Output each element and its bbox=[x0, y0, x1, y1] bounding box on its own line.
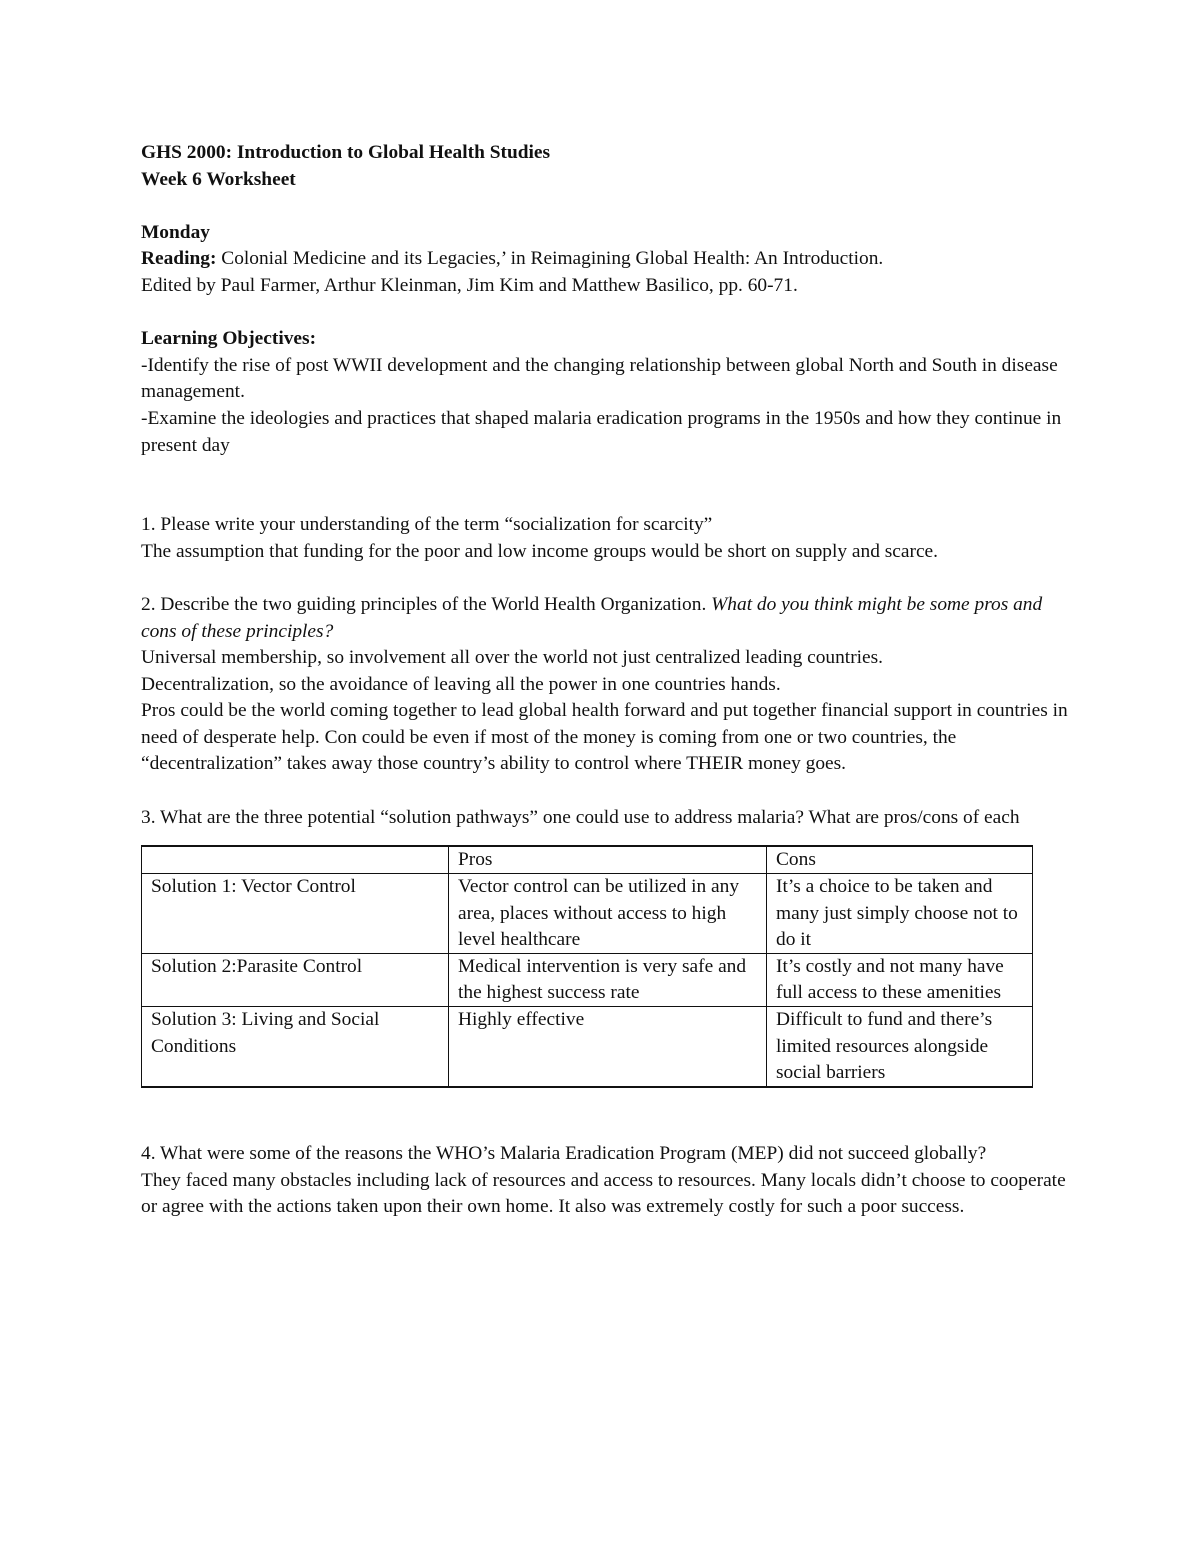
reading-label: Reading: bbox=[141, 248, 217, 270]
reading-line-1 bbox=[141, 246, 1071, 273]
question-2-prompt-text: 2. Describe the two guiding principles of the World Health Organization. bbox=[141, 593, 712, 615]
question-2-prompt-italic: What do you think might be some pros and cons of these principles? bbox=[141, 593, 1043, 642]
question-2-answer-line: Decentralization, so the avoidance of leaving all the power in one countries hands. bbox=[141, 673, 781, 695]
cons-cell: Difficult to fund and there’s limited resources alongside social barriers bbox=[767, 1007, 1033, 1087]
table-row bbox=[142, 1007, 1033, 1087]
solution-cell: Solution 1: Vector Control bbox=[142, 874, 449, 954]
cons-cell: It’s costly and not many have full access to these amenities bbox=[767, 954, 1033, 1007]
worksheet-title: Week 6 Worksheet bbox=[141, 168, 296, 190]
table-row bbox=[142, 874, 1033, 954]
objective-item: -Examine the ideologies and practices that shaped malaria eradication programs in the 1950s and how they continue in present day bbox=[141, 407, 1062, 456]
solutions-table bbox=[141, 845, 1033, 1088]
question-4-prompt: 4. What were some of the reasons the WHO’s Malaria Eradication Program (MEP) did not succeed globally? bbox=[141, 1143, 987, 1165]
pros-cell: Vector control can be utilized in any area, places without access to high level healthcare bbox=[449, 874, 767, 954]
cons-cell: It’s a choice to be taken and many just simply choose not to do it bbox=[767, 874, 1033, 954]
solution-cell: Solution 2:Parasite Control bbox=[142, 954, 449, 1007]
question-2-answer-line: Pros could be the world coming together to lead global health forward and put together financial support in countries in need of desperate help. Con could be even if most of the money is coming from one or two countries, the “decentralization” takes away those country’s ability to control where THEIR money goes. bbox=[141, 700, 1068, 775]
table-header-cons: Cons bbox=[767, 846, 1033, 874]
reading-text-1: Colonial Medicine and its Legacies,’ in Reimagining Global Health: An Introduction. bbox=[216, 248, 884, 270]
worksheet-page bbox=[141, 140, 1071, 1221]
question-1-answer: The assumption that funding for the poor and low income groups would be short on supply and scarce. bbox=[141, 540, 939, 562]
reading-line-2: Edited by Paul Farmer, Arthur Kleinman, Jim Kim and Matthew Basilico, pp. 60-71. bbox=[141, 274, 798, 296]
objective-item: -Identify the rise of post WWII development and the changing relationship between global North and South in disease management. bbox=[141, 354, 1058, 403]
question-2-answer-line: Universal membership, so involvement all over the world not just centralized leading countries. bbox=[141, 647, 884, 669]
question-3-prompt: 3. What are the three potential “solution pathways” one could use to address malaria? What are pros/cons of each bbox=[141, 806, 1020, 828]
course-title: GHS 2000: Introduction to Global Health Studies bbox=[141, 142, 551, 163]
question-2-prompt bbox=[141, 592, 1071, 645]
day-label: Monday bbox=[141, 221, 210, 243]
table-header-cell bbox=[142, 846, 449, 874]
question-1-prompt: 1. Please write your understanding of the term “socialization for scarcity” bbox=[141, 514, 713, 536]
pros-cell: Highly effective bbox=[449, 1007, 767, 1087]
table-header-row bbox=[142, 846, 1033, 874]
table-row bbox=[142, 954, 1033, 1007]
solution-cell: Solution 3: Living and Social Conditions bbox=[142, 1007, 449, 1087]
table-header-pros: Pros bbox=[449, 846, 767, 874]
objectives-label: Learning Objectives: bbox=[141, 328, 317, 350]
question-4-answer: They faced many obstacles including lack of resources and access to resources. Many locals didn’t choose to cooperate or agree with the actions taken upon their own home. It also was extremely costly for such a poor success. bbox=[141, 1169, 1066, 1218]
pros-cell: Medical intervention is very safe and the highest success rate bbox=[449, 954, 767, 1007]
